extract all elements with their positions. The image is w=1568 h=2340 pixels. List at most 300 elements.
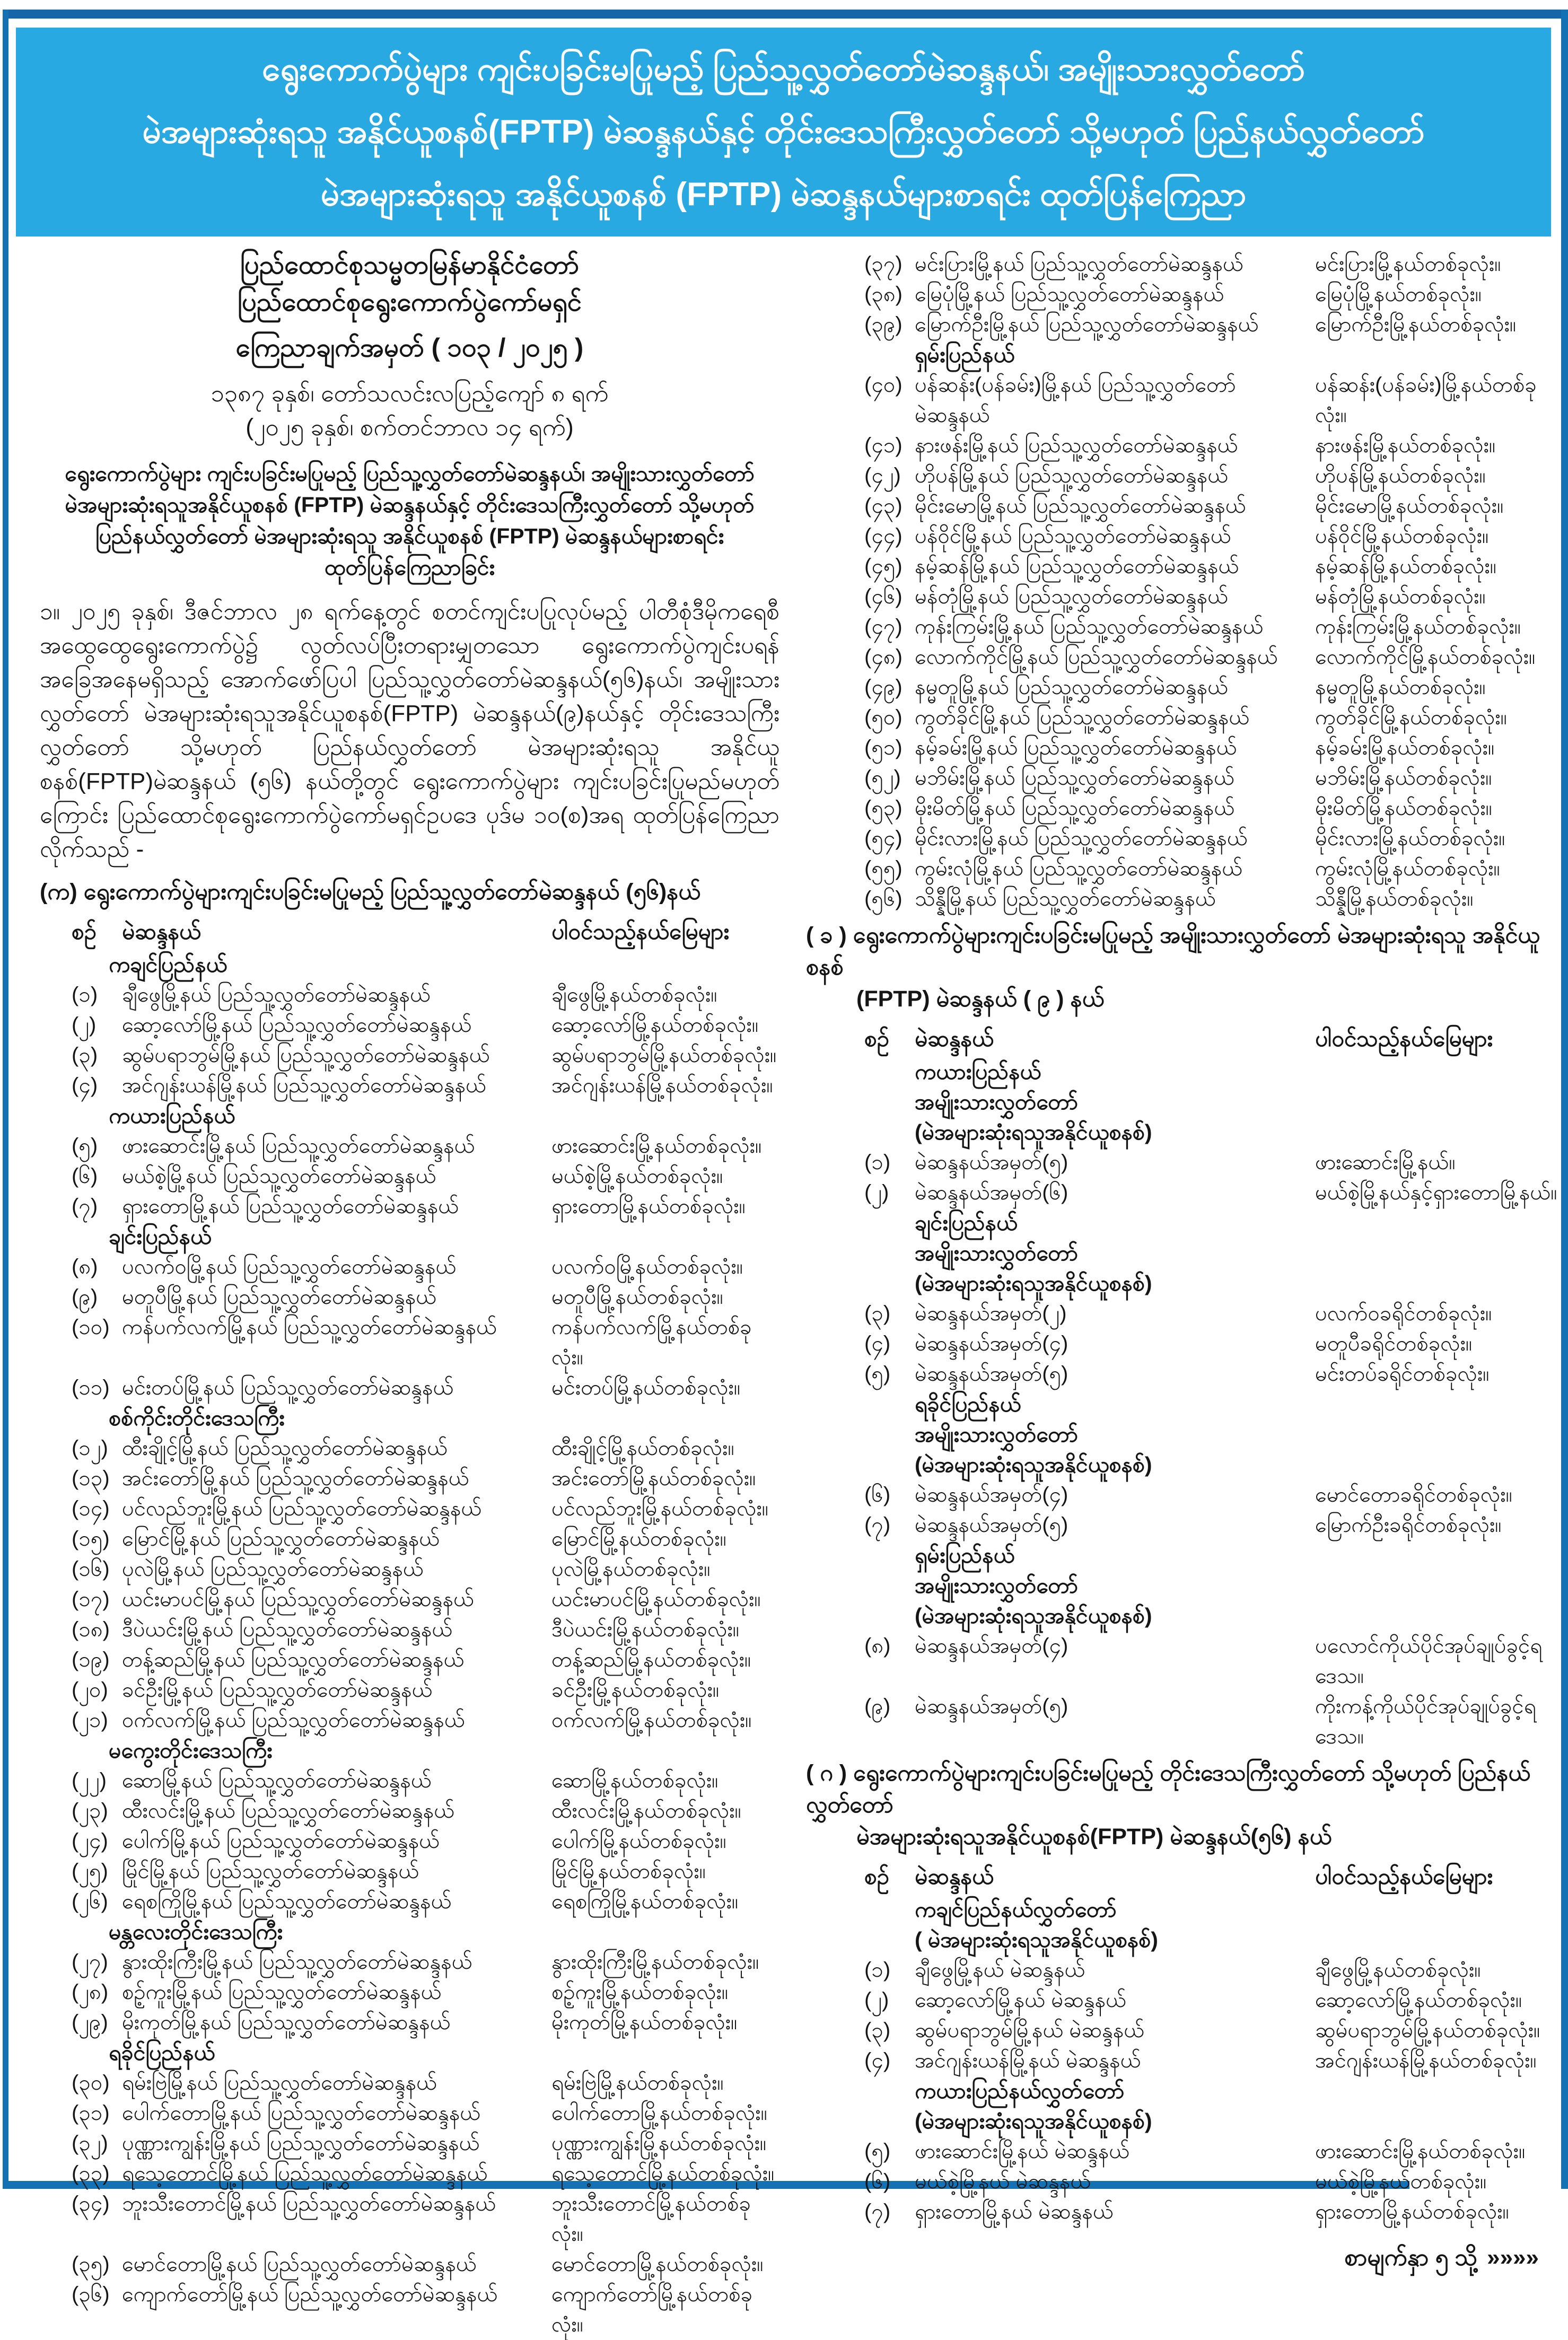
constituency-name: အင်းတော်မြို့နယ် ပြည်သူ့လွှတ်တော်မဲဆန္ဒနယ် (122, 1467, 469, 1490)
constituency-name: ရေစကြိုမြို့နယ် ပြည်သူ့လွှတ်တော်မဲဆန္ဒနယ် (122, 1890, 452, 1913)
row-number: (၁၇) (72, 1588, 110, 1611)
row-number: (၄၁) (864, 434, 903, 457)
constituency-name: ပုလဲမြို့နယ် ပြည်သူ့လွှတ်တော်မဲဆန္ဒနယ် (122, 1557, 424, 1581)
constituency-row (72, 1645, 779, 1675)
row-number: (၁၀) (72, 1316, 110, 1339)
row-number: (၁၁) (72, 1376, 110, 1399)
row-number: (၁) (72, 983, 98, 1006)
constituency-row (864, 310, 1560, 340)
included-areas: မြောက်ဦးခရိုင်တစ်ခုလုံး။ (1315, 1513, 1502, 1537)
constituency-name: မိုင်းမောမြို့နယ် ပြည်သူ့လွှတ်တော်မဲဆန္ဒနယ် (915, 494, 1246, 518)
constituency-row (72, 1161, 779, 1191)
section-a-left-list (72, 950, 779, 2340)
constituency-name: မယ်စဲ့မြို့နယ် ပြည်သူ့လွှတ်တော်မဲဆန္ဒနယ် (122, 1164, 436, 1188)
included-areas: အင်ဂျန်းယန်မြို့နယ်တစ်ခုလုံး။ (551, 1074, 773, 1097)
constituency-name: ပုဏ္ဏားကျွန်းမြို့နယ် ပြည်သူ့လွှတ်တော်မဲဆန္ဒနယ် (122, 2132, 480, 2155)
row-number: (၂၀) (72, 1678, 108, 1702)
region-group-line: ကယားပြည်နယ်လွှတ်တော် (915, 2079, 1125, 2103)
constituency-name: ဟိုပန်မြို့နယ် ပြည်သူ့လွှတ်တော်မဲဆန္ဒနယ် (915, 464, 1229, 487)
region-group-line: (မဲအများဆုံးရသူအနိုင်ယူစနစ်) (915, 1603, 1152, 1628)
column-header-areas: ပါဝင်သည့်နယ်မြေများ (551, 919, 730, 944)
constituency-name: မြောက်ဦးမြို့နယ် ပြည်သူ့လွှတ်တော်မဲဆန္ဒနယ် (915, 313, 1259, 336)
constituency-name: မဲဆန္ဒနယ်အမှတ်(၆) (915, 1181, 1068, 1204)
region-group-header (109, 2038, 779, 2068)
row-number: (၃၅) (72, 2253, 110, 2276)
constituency-row (864, 2197, 1560, 2227)
continuation-text: စာမျက်နှာ ၅ သို့ (1344, 2245, 1478, 2271)
row-number: (၁၄) (72, 1497, 110, 1520)
constituency-row (864, 370, 1560, 431)
constituency-row (864, 1955, 1560, 1985)
headline-banner (16, 28, 1551, 236)
row-number: (၂) (72, 1013, 97, 1037)
constituency-row (864, 1985, 1560, 2015)
row-number: (၄၉) (864, 676, 903, 699)
constituency-name: ထီးလင်းမြို့နယ် ပြည်သူ့လွှတ်တော်မဲဆန္ဒနယ် (122, 1799, 455, 1822)
table-header-row (72, 916, 779, 946)
constituency-name: မြိုင်မြို့နယ် ပြည်သူ့လွှတ်တော်မဲဆန္ဒနယ် (122, 1860, 419, 1883)
region-group-line: အမျိုးသားလွှတ်တော် (915, 1573, 1079, 1598)
row-number: (၄၂) (864, 464, 901, 487)
included-areas: နမ့်ခမ်းမြို့နယ်တစ်ခုလုံး။ (1315, 736, 1495, 759)
constituency-name: နားဖန်းမြို့နယ် ပြည်သူ့လွှတ်တော်မဲဆန္ဒနယ် (915, 434, 1238, 457)
constituency-row (72, 1826, 779, 1856)
subject-line-3: ပြည်နယ်လွှတ်တော် မဲအများဆုံးရသူ အနိုင်ယူစနစ် (FPTP) မဲဆန္ဒနယ်များစာရင်း ထုတ်ပြန်ကြေညာခြင်း (95, 524, 724, 580)
constituency-name: မောင်တောမြို့နယ် ပြည်သူ့လွှတ်တော်မဲဆန္ဒနယ် (122, 2253, 477, 2276)
row-number: (၃၆) (72, 2283, 110, 2306)
included-areas: ခင်ဦးမြို့နယ်တစ်ခုလုံး။ (551, 1678, 720, 1702)
constituency-name: ဝက်လက်မြို့နယ် ပြည်သူ့လွှတ်တော်မဲဆန္ဒနယ် (122, 1708, 465, 1732)
page-frame-top-bar (4, 10, 1564, 19)
included-areas: မယ်စဲ့မြို့နယ်တစ်ခုလုံး။ (551, 1164, 723, 1188)
constituency-name: ပန်ဝိုင်မြို့နယ် ပြည်သူ့လွှတ်တော်မဲဆန္ဒနယ် (915, 524, 1231, 548)
region-group-header (915, 1540, 1560, 1631)
constituency-row (72, 1947, 779, 1977)
row-number: (၂၁) (72, 1708, 108, 1732)
row-number: (၄၆) (864, 585, 903, 608)
constituency-name: မဲဆန္ဒနယ်အမှတ်(၂) (915, 1302, 1067, 1325)
constituency-row (72, 2008, 779, 2038)
constituency-row (864, 642, 1560, 672)
constituency-name: ကန်ပက်လက်မြို့နယ် ပြည်သူ့လွှတ်တော်မဲဆန္ဒနယ် (122, 1316, 497, 1339)
included-areas: နမ္မတူမြို့နယ်တစ်ခုလုံး။ (1315, 676, 1486, 699)
region-group-line: ကယားပြည်နယ် (109, 1103, 235, 1128)
constituency-row (72, 1554, 779, 1584)
constituency-name: မဲဆန္ဒနယ်အမှတ်(၅) (915, 1513, 1068, 1537)
row-number: (၂၈) (72, 1980, 109, 2004)
region-group-line: (မဲအများဆုံးရသူအနိုင်ယူစနစ်) (915, 2109, 1152, 2133)
constituency-name: နမ့်ဆန်မြို့နယ် ပြည်သူ့လွှတ်တော်မဲဆန္ဒနယ် (915, 555, 1239, 578)
constituency-name: နွားထိုးကြီးမြို့နယ် ပြည်သူ့လွှတ်တော်မဲဆန္ဒနယ် (122, 1950, 472, 1974)
section-b-list (864, 1057, 1560, 1752)
section-c-heading-line-1: ( ဂ ) ရွေးကောက်ပွဲများကျင်းပခြင်းမပြုမည့် တိုင်းဒေသကြီးလွှတ်တော် သို့မဟုတ် ပြည်နယ်လွှတ်တော် (806, 1760, 1531, 1818)
constituency-name: ချီဖွေမြို့နယ် မဲဆန္ဒနယ် (915, 1958, 1085, 1982)
constituency-row (72, 1766, 779, 1796)
row-number: (၇) (864, 2200, 891, 2223)
constituency-row (72, 2249, 779, 2280)
included-areas: မတူပီခရိုင်တစ်ခုလုံး။ (1315, 1332, 1472, 1355)
region-group-header (915, 1208, 1560, 1299)
row-number: (၆) (864, 1483, 891, 1506)
row-number: (၃၂) (72, 2132, 108, 2155)
included-areas: မိုင်းမောမြို့နယ်တစ်ခုလုံး။ (1315, 494, 1504, 518)
included-areas: ကျောက်တော်မြို့နယ်တစ်ခုလုံး။ (551, 2283, 753, 2336)
region-group-line: စစ်ကိုင်းတိုင်းဒေသကြီး (109, 1406, 285, 1430)
constituency-row (72, 1494, 779, 1524)
included-areas: ဆွမ်ပရာဘွမ်မြို့နယ်တစ်ခုလုံး။ (1315, 2019, 1540, 2042)
constituency-row (864, 793, 1560, 823)
constituency-row (72, 1373, 779, 1403)
included-areas: ဝက်လက်မြို့နယ်တစ်ခုလုံး။ (551, 1708, 752, 1732)
included-areas: ဘူးသီးတောင်မြို့နယ်တစ်ခုလုံး။ (551, 2192, 751, 2246)
included-areas: ပုလဲမြို့နယ်တစ်ခုလုံး။ (551, 1557, 711, 1581)
row-number: (၁၆) (72, 1557, 110, 1581)
section-b-heading-line-1: ( ခ ) ရွေးကောက်ပွဲများကျင်းပခြင်းမပြုမည့် အမျိုးသားလွှတ်တော် မဲအများဆုံးရသူ အနိုင်ယူစနစ် (806, 923, 1540, 980)
row-number: (၅) (72, 1134, 98, 1158)
region-group-header (915, 1389, 1560, 1480)
constituency-row (72, 1131, 779, 1161)
constituency-row (864, 461, 1560, 491)
row-number: (၃၉) (864, 313, 903, 336)
constituency-name: ဆွမ်ပရာဘွမ်မြို့နယ် ပြည်သူ့လွှတ်တော်မဲဆန္ဒနယ် (122, 1044, 490, 1067)
row-number: (၄) (864, 2049, 891, 2072)
constituency-name: မင်းပြားမြို့နယ် ပြည်သူ့လွှတ်တော်မဲဆန္ဒနယ် (915, 252, 1243, 276)
next-page-chevrons-icon: »»»» (1487, 2245, 1539, 2271)
page-frame-left-bar (3, 10, 8, 2189)
region-group-line: အမျိုးသားလွှတ်တော် (915, 1241, 1079, 1265)
included-areas: ဆွမ်ပရာဘွမ်မြို့နယ်တစ်ခုလုံး။ (551, 1044, 777, 1067)
constituency-row (864, 1480, 1560, 1510)
region-group-line: (မဲအများဆုံးရသူအနိုင်ယူစနစ်) (915, 1452, 1152, 1477)
constituency-row (864, 1329, 1560, 1359)
constituency-row (72, 1071, 779, 1101)
constituency-name: တန့်ဆည်မြို့နယ် ပြည်သူ့လွှတ်တော်မဲဆန္ဒနယ် (122, 1648, 465, 1671)
constituency-name: ပေါက်တောမြို့နယ် ပြည်သူ့လွှတ်တော်မဲဆန္ဒနယ် (122, 2101, 481, 2125)
constituency-name: ဖားဆောင်းမြို့နယ် ပြည်သူ့လွှတ်တော်မဲဆန္ဒနယ် (122, 1134, 475, 1158)
row-number: (၇) (72, 1195, 98, 1218)
included-areas: ဖားဆောင်းမြို့နယ်။ (1315, 1151, 1456, 1174)
row-number: (၈) (72, 1255, 98, 1278)
constituency-row (72, 1705, 779, 1736)
region-group-line: ရခိုင်ပြည်နယ် (915, 1392, 1021, 1416)
row-number: (၁၉) (72, 1648, 110, 1671)
row-number: (၄) (72, 1074, 98, 1097)
row-number: (၆) (864, 2170, 891, 2193)
row-number: (၁) (864, 1151, 891, 1174)
column-header-no: စဉ် (864, 1864, 889, 1889)
region-group-header (109, 1736, 779, 1766)
constituency-row (72, 1856, 779, 1887)
constituency-row (72, 1675, 779, 1705)
section-b-heading-line-2: (FPTP) မဲဆန္ဒနယ် ( ၉ ) နယ် (856, 986, 1105, 1012)
constituency-name: ဖားဆောင်းမြို့နယ် မဲဆန္ဒနယ် (915, 2140, 1130, 2163)
region-group-line: ရှမ်းပြည်နယ် (915, 1543, 1015, 1567)
region-group-line: ချင်းပြည်နယ် (109, 1224, 212, 1249)
included-areas: မယ်စဲ့မြို့နယ်တစ်ခုလုံး။ (1315, 2170, 1487, 2193)
row-number: (၄၃) (864, 494, 903, 518)
included-areas: လောက်ကိုင်မြို့နယ်တစ်ခုလုံး။ (1315, 645, 1536, 669)
constituency-name: မိုးကုတ်မြို့နယ် ပြည်သူ့လွှတ်တော်မဲဆန္ဒနယ် (122, 2011, 451, 2034)
included-areas: ရှားတောမြို့နယ်တစ်ခုလုံး။ (1315, 2200, 1509, 2223)
row-number: (၁၈) (72, 1618, 110, 1641)
included-areas: မြိုင်မြို့နယ်တစ်ခုလုံး။ (551, 1860, 706, 1883)
constituency-row (72, 980, 779, 1010)
constituency-name: မတူပီမြို့နယ် ပြည်သူ့လွှတ်တော်မဲဆန္ဒနယ် (122, 1285, 437, 1309)
included-areas: ဖားဆောင်းမြို့နယ်တစ်ခုလုံး။ (1315, 2140, 1526, 2163)
included-areas: အင်ဂျန်းယန်မြို့နယ်တစ်ခုလုံး။ (1315, 2049, 1537, 2072)
region-group-line: အမျိုးသားလွှတ်တော် (915, 1422, 1079, 1447)
region-group-header (915, 1895, 1560, 1955)
row-number: (၂) (864, 1988, 889, 2012)
row-number: (၃၁) (72, 2101, 110, 2125)
constituency-name: မဲဆန္ဒနယ်အမှတ်(၅) (915, 1695, 1068, 1718)
constituency-row (864, 2015, 1560, 2046)
row-number: (၃၃) (72, 2162, 110, 2185)
included-areas: မြောက်ဦးမြို့နယ်တစ်ခုလုံး။ (1315, 313, 1516, 336)
row-number: (၃၀) (72, 2071, 110, 2094)
constituency-row (864, 733, 1560, 763)
region-group-line: ( မဲအများဆုံးရသူအနိုင်ယူစနစ်) (915, 1927, 1158, 1952)
region-group-header (915, 340, 1560, 370)
constituency-name: ဆော့လော်မြို့နယ် ပြည်သူ့လွှတ်တော်မဲဆန္ဒနယ် (122, 1013, 472, 1037)
constituency-row (72, 1887, 779, 1917)
subject-block (40, 458, 779, 583)
masthead-country: ပြည်ထောင်စုသမ္မတမြန်မာနိုင်ငံတော် (240, 251, 580, 279)
included-areas: မောင်တောမြို့နယ်တစ်ခုလုံး။ (551, 2253, 764, 2276)
included-areas: ရှားတောမြို့နယ်တစ်ခုလုံး။ (551, 1195, 746, 1218)
constituency-name: ကွမ်းလုံမြို့နယ် ပြည်သူ့လွှတ်တော်မဲဆန္ဒနယ် (915, 857, 1243, 880)
constituency-row (72, 2280, 779, 2340)
constituency-name: မဲဆန္ဒနယ်အမှတ်(၅) (915, 1151, 1068, 1174)
constituency-name: ရှားတောမြို့နယ် မဲဆန္ဒနယ် (915, 2200, 1114, 2223)
row-number: (၃၄) (72, 2192, 110, 2215)
included-areas: နမ့်ဆန်မြို့နယ်တစ်ခုလုံး။ (1315, 555, 1496, 578)
region-group-header (109, 1101, 779, 1131)
constituency-name: အင်ဂျန်းယန်မြို့နယ် မဲဆန္ဒနယ် (915, 2049, 1141, 2072)
row-number: (၂၂) (72, 1769, 107, 1792)
row-number: (၁၅) (72, 1527, 110, 1550)
row-number: (၆) (72, 1164, 98, 1188)
constituency-row (864, 612, 1560, 642)
constituency-row (864, 1299, 1560, 1329)
constituency-row (72, 1524, 779, 1554)
constituency-name: သိန္နီမြို့နယ် ပြည်သူ့လွှတ်တော်မဲဆန္ဒနယ် (915, 887, 1216, 910)
column-header-constituency: မဲဆန္ဒနယ် (915, 1864, 994, 1889)
constituency-row (864, 582, 1560, 612)
included-areas: ဆော့လော်မြို့နယ်တစ်ခုလုံး။ (1315, 1988, 1522, 2012)
row-number: (၄၀) (864, 373, 903, 397)
included-areas: ချီဖွေမြို့နယ်တစ်ခုလုံး။ (551, 983, 717, 1006)
constituency-row (72, 1040, 779, 1071)
constituency-name: မိုင်းလားမြို့နယ် ပြည်သူ့လွှတ်တော်မဲဆန္ဒနယ် (915, 827, 1248, 850)
row-number: (၃) (864, 2019, 891, 2042)
included-areas: မတူပီမြို့နယ်တစ်ခုလုံး။ (551, 1285, 723, 1309)
constituency-name: ကွတ်ခိုင်မြို့နယ် ပြည်သူ့လွှတ်တော်မဲဆန္ဒနယ် (915, 706, 1250, 729)
included-areas: ပုဏ္ဏားကျွန်းမြို့နယ်တစ်ခုလုံး။ (551, 2132, 767, 2155)
constituency-name: ဒီပဲယင်းမြို့နယ် ပြည်သူ့လွှတ်တော်မဲဆန္ဒနယ် (122, 1618, 453, 1641)
row-number: (၅၀) (864, 706, 903, 729)
included-areas: ရေစကြိုမြို့နယ်တစ်ခုလုံး။ (551, 1890, 739, 1913)
included-areas: မိုင်းလားမြို့နယ်တစ်ခုလုံး။ (1315, 827, 1505, 850)
intro-paragraph: ၁။ ၂၀၂၅ ခုနှစ်၊ ဒီဇင်ဘာလ ၂၈ ရက်နေ့တွင် စတင်ကျင်းပပြုလုပ်မည့် ပါတီစုံဒီမိုကရေစီ အထွေထွေရွေးကောက်ပွဲ၌ လွတ်လပ်ပြီးတရားမျှတသော ရွေးကောက်ပွဲကျင်းပရန် အခြေအနေမရှိသည့် အောက်ဖော်ပြပါ ပြည်သူ့လွှတ်တော်မဲဆန္ဒနယ်(၅၆)နယ်၊ အမျိုးသားလွှတ်တော် မဲအများဆုံးရသူအနိုင်ယူစနစ်(FPTP) မဲဆန္ဒနယ်(၉)နယ်နှင့် တိုင်းဒေသကြီးလွှတ်တော် သို့မဟုတ် ပြည်နယ်လွှတ်တော် မဲအများဆုံးရသူ အနိုင်ယူစနစ်(FPTP)မဲဆန္ဒနယ် (၅၆) နယ်တို့တွင် ရွေးကောက်ပွဲများ ကျင်းပခြင်းပြုမည်မဟုတ်ကြောင်း ပြည်ထောင်စုရွေးကောက်ပွဲကော်မရှင်ဥပဒေ ပုဒ်မ ၁၀(စ)အရ ထုတ်ပြန်ကြေညာလိုက်သည် - (40, 599, 779, 862)
included-areas: ပန်ဆန်း(ပန်ခမ်း)မြို့နယ်တစ်ခုလုံး။ (1315, 373, 1537, 427)
banner-line-1: ရွေးကောက်ပွဲများ ကျင်းပခြင်းမပြုမည့် ပြည်သူ့လွှတ်တော်မဲဆန္ဒနယ်၊ အမျိုးသားလွှတ်တော် (261, 51, 1306, 87)
row-number: (၄) (864, 1332, 891, 1355)
constituency-row (72, 1977, 779, 2008)
region-group-header (915, 1057, 1560, 1147)
row-number: (၂၅) (72, 1860, 108, 1883)
included-areas: မဘိမ်းမြို့နယ်တစ်ခုလုံး။ (1315, 766, 1492, 790)
included-areas: ပင်လည်ဘူးမြို့နယ်တစ်ခုလုံး။ (551, 1497, 768, 1520)
constituency-row (72, 1584, 779, 1615)
row-number: (၁၂) (72, 1436, 108, 1460)
constituency-row (864, 2136, 1560, 2167)
included-areas: ကန်ပက်လက်မြို့နယ်တစ်ခုလုံး။ (551, 1316, 752, 1369)
included-areas: မင်းတပ်မြို့နယ်တစ်ခုလုံး။ (551, 1376, 740, 1399)
constituency-name: မြောင်မြို့နယ် ပြည်သူ့လွှတ်တော်မဲဆန္ဒနယ် (122, 1527, 440, 1550)
constituency-name: ဆောမြို့နယ် ပြည်သူ့လွှတ်တော်မဲဆန္ဒနယ် (122, 1769, 432, 1792)
constituency-row (864, 1692, 1560, 1752)
included-areas: ပလောင်ကိုယ်ပိုင်အုပ်ချုပ်ခွင့်ရဒေသ။ (1315, 1634, 1543, 1688)
included-areas: မြေပုံမြို့နယ်တစ်ခုလုံး။ (1315, 283, 1482, 306)
row-number: (၄၇) (864, 615, 903, 638)
constituency-row (72, 1282, 779, 1312)
constituency-row (864, 703, 1560, 733)
constituency-row (864, 279, 1560, 310)
constituency-name: မယ်စဲ့မြို့နယ် မဲဆန္ဒနယ် (915, 2170, 1091, 2193)
included-areas: နားဖန်းမြို့နယ်တစ်ခုလုံး။ (1315, 434, 1495, 457)
constituency-row (72, 2098, 779, 2128)
constituency-row (864, 2046, 1560, 2076)
constituency-row (72, 1191, 779, 1222)
constituency-name: မင်းတပ်မြို့နယ် ပြည်သူ့လွှတ်တော်မဲဆန္ဒနယ် (122, 1376, 454, 1399)
constituency-row (72, 2189, 779, 2249)
constituency-name: ပင်လည်ဘူးမြို့နယ် ပြည်သူ့လွှတ်တော်မဲဆန္ဒနယ် (122, 1497, 482, 1520)
constituency-name: မဲဆန္ဒနယ်အမှတ်(၄) (915, 1332, 1068, 1355)
region-group-line: ချင်းပြည်နယ် (915, 1211, 1018, 1235)
section-c-heading-line-2: မဲအများဆုံးရသူအနိုင်ယူစနစ်(FPTP) မဲဆန္ဒနယ်(၅၆) နယ် (856, 1824, 1332, 1850)
included-areas: ထီးချိုင့်မြို့နယ်တစ်ခုလုံး။ (551, 1436, 734, 1460)
included-areas: ပန်ဝိုင်မြို့နယ်တစ်ခုလုံး။ (1315, 524, 1489, 548)
section-a-heading: (က) ရွေးကောက်ပွဲများကျင်းပခြင်းမပြုမည့် ပြည်သူ့လွှတ်တော်မဲဆန္ဒနယ် (၅၆)နယ် (40, 879, 701, 905)
page-frame-right-bar (1561, 10, 1568, 2189)
region-group-header (109, 1222, 779, 1252)
row-number: (၄၄) (864, 524, 903, 548)
constituency-row (72, 1615, 779, 1645)
constituency-row (864, 823, 1560, 854)
included-areas: မြောင်မြို့နယ်တစ်ခုလုံး။ (551, 1527, 726, 1550)
constituency-name: ချီဖွေမြို့နယ် ပြည်သူ့လွှတ်တော်မဲဆန္ဒနယ် (122, 983, 431, 1006)
constituency-name: ရမ်းဗြဲမြို့နယ် ပြည်သူ့လွှတ်တော်မဲဆန္ဒနယ် (122, 2071, 437, 2094)
region-group-header (109, 1403, 779, 1433)
constituency-row (864, 1510, 1560, 1540)
included-areas: ကိုးကန့်ကိုယ်ပိုင်အုပ်ချုပ်ခွင့်ရဒေသ။ (1315, 1695, 1536, 1748)
table-header-row (864, 1023, 1560, 1054)
left-column (40, 249, 779, 2340)
constituency-row (72, 1252, 779, 1282)
constituency-row (72, 2068, 779, 2098)
included-areas: ရသေ့တောင်မြို့နယ်တစ်ခုလုံး။ (551, 2162, 775, 2185)
included-areas: ပလက်ဝခရိုင်တစ်ခုလုံး။ (1315, 1302, 1492, 1325)
row-number: (၅၅) (864, 857, 903, 880)
constituency-row (72, 1463, 779, 1494)
masthead-commission: ပြည်ထောင်စုရွေးကောက်ပွဲကော်မရှင် (237, 288, 582, 317)
region-group-line: မကွေးတိုင်းဒေသကြီး (109, 1738, 273, 1763)
included-areas: တန့်ဆည်မြို့နယ်တစ်ခုလုံး။ (551, 1648, 751, 1671)
row-number: (၃) (864, 1302, 891, 1325)
included-areas: ယင်းမာပင်မြို့နယ်တစ်ခုလုံး။ (551, 1588, 761, 1611)
date-gregorian-calendar: (၂၀၂၅ ခုနှစ်၊ စက်တင်ဘာလ ၁၄ ရက်) (246, 414, 574, 441)
region-group-line: ကချင်ပြည်နယ်လွှတ်တော် (915, 1897, 1117, 1922)
constituency-name: အင်ဂျန်းယန်မြို့နယ် ပြည်သူ့လွှတ်တော်မဲဆန္ဒနယ် (122, 1074, 487, 1097)
constituency-name: ပေါက်မြို့နယ် ပြည်သူ့လွှတ်တော်မဲဆန္ဒနယ် (122, 1829, 440, 1853)
subject-line-1: ရွေးကောက်ပွဲများ ကျင်းပခြင်းမပြုမည့် ပြည်သူ့လွှတ်တော်မဲဆန္ဒနယ်၊ အမျိုးသားလွှတ်တော် (65, 461, 755, 486)
row-number: (၅၃) (864, 796, 903, 820)
constituency-row (72, 2159, 779, 2189)
included-areas: ပလက်ဝမြို့နယ်တစ်ခုလုံး။ (551, 1255, 743, 1278)
included-areas: မောင်တောခရိုင်တစ်ခုလုံး။ (1315, 1483, 1512, 1506)
row-number: (၂၉) (72, 2011, 108, 2034)
region-group-header (915, 2076, 1560, 2136)
column-header-no: စဉ် (864, 1026, 889, 1051)
row-number: (၂၄) (72, 1829, 108, 1853)
constituency-row (864, 1147, 1560, 1178)
constituency-row (864, 884, 1560, 914)
column-header-areas: ပါဝင်သည့်နယ်မြေများ (1315, 1026, 1493, 1051)
included-areas: ရမ်းဗြဲမြို့နယ်တစ်ခုလုံး။ (551, 2071, 724, 2094)
constituency-name: လောက်ကိုင်မြို့နယ် ပြည်သူ့လွှတ်တော်မဲဆန္ဒနယ် (915, 645, 1278, 669)
constituency-row (864, 672, 1560, 703)
region-group-line: ရှမ်းပြည်နယ် (915, 343, 1015, 367)
subject-line-2: မဲအများဆုံးရသူအနိုင်ယူစနစ် (FPTP) မဲဆန္ဒနယ်နှင့် တိုင်းဒေသကြီးလွှတ်တော် သို့မဟုတ် (65, 493, 755, 517)
row-number: (၂၃) (72, 1799, 108, 1822)
row-number: (၅၄) (864, 827, 903, 850)
constituency-name: မဲဆန္ဒနယ်အမှတ်(၄) (915, 1634, 1068, 1658)
section-c-list (864, 1895, 1560, 2227)
constituency-name: စဉ့်ကူးမြို့နယ် ပြည်သူ့လွှတ်တော်မဲဆန္ဒနယ် (122, 1980, 442, 2004)
constituency-row (864, 491, 1560, 521)
included-areas: ဟိုပန်မြို့နယ်တစ်ခုလုံး။ (1315, 464, 1486, 487)
page-continuation-note (806, 2241, 1560, 2275)
constituency-name: မိုးမိတ်မြို့နယ် ပြည်သူ့လွှတ်တော်မဲဆန္ဒနယ် (915, 796, 1235, 820)
row-number: (၅၂) (864, 766, 901, 790)
row-number: (၂၆) (72, 1890, 108, 1913)
region-group-header (109, 950, 779, 980)
constituency-row (864, 1359, 1560, 1389)
constituency-name: ပလက်ဝမြို့နယ် ပြည်သူ့လွှတ်တော်မဲဆန္ဒနယ် (122, 1255, 457, 1278)
constituency-name: မဘိမ်းမြို့နယ် ပြည်သူ့လွှတ်တော်မဲဆန္ဒနယ် (915, 766, 1234, 790)
region-group-line: (မဲအများဆုံးရသူအနိုင်ယူစနစ်) (915, 1120, 1152, 1144)
date-myanmar-calendar: ၁၃၈၇ ခုနှစ်၊ တော်သလင်းလပြည့်ကျော် ၈ ရက် (211, 380, 609, 407)
included-areas: ကွတ်ခိုင်မြို့နယ်တစ်ခုလုံး။ (1315, 706, 1507, 729)
row-number: (၃၈) (864, 283, 903, 306)
region-group-line: ကယားပြည်နယ် (915, 1059, 1041, 1084)
constituency-name: ခင်ဦးမြို့နယ် ပြည်သူ့လွှတ်တော်မဲဆန္ဒနယ် (122, 1678, 433, 1702)
included-areas: စဉ့်ကူးမြို့နယ်တစ်ခုလုံး။ (551, 1980, 728, 2004)
included-areas: မိုးကုတ်မြို့နယ်တစ်ခုလုံး။ (551, 2011, 738, 2034)
constituency-row (864, 1631, 1560, 1692)
constituency-name: ဆွမ်ပရာဘွမ်မြို့နယ် မဲဆန္ဒနယ် (915, 2019, 1145, 2042)
region-group-line: အမျိုးသားလွှတ်တော် (915, 1090, 1079, 1114)
constituency-row (72, 1010, 779, 1040)
included-areas: နွားထိုးကြီးမြို့နယ်တစ်ခုလုံး။ (551, 1950, 759, 1974)
region-group-line: မန္တလေးတိုင်းဒေသကြီး (109, 1920, 283, 1944)
constituency-name: ဆော့လော်မြို့နယ် မဲဆန္ဒနယ် (915, 1988, 1127, 2012)
included-areas: ကုန်းကြမ်းမြို့နယ်တစ်ခုလုံး။ (1315, 615, 1521, 638)
constituency-row (72, 1433, 779, 1463)
constituency-name: ယင်းမာပင်မြို့နယ် ပြည်သူ့လွှတ်တော်မဲဆန္ဒနယ် (122, 1588, 475, 1611)
included-areas: ချီဖွေမြို့နယ်တစ်ခုလုံး။ (1315, 1958, 1481, 1982)
